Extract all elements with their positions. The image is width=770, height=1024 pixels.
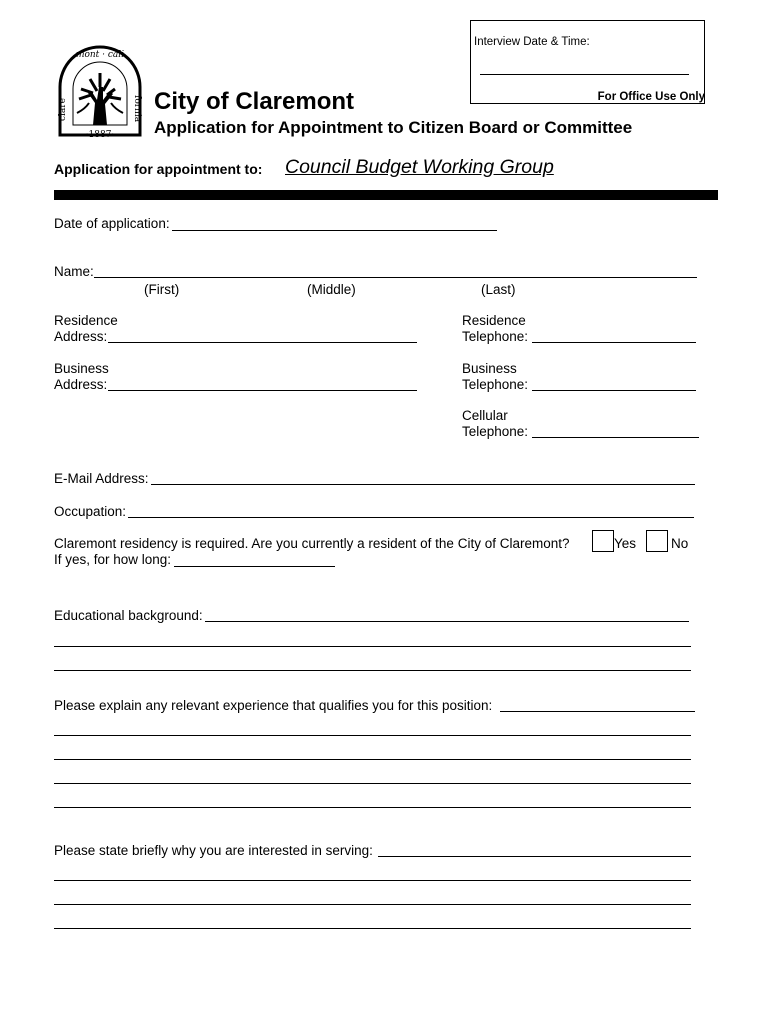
date-label: Date of application:: [54, 216, 170, 231]
experience-field-line-3[interactable]: [54, 759, 691, 760]
residence-address-label-1: Residence: [54, 313, 118, 328]
email-field[interactable]: [151, 484, 695, 485]
section-divider: [54, 190, 718, 200]
education-field-line-1[interactable]: [205, 621, 689, 622]
office-use-box: [470, 20, 705, 104]
city-title: City of Claremont: [154, 88, 355, 115]
residence-telephone-label-1: Residence: [462, 313, 526, 328]
appointment-value[interactable]: Council Budget Working Group: [285, 156, 554, 178]
office-use-label: For Office Use Only: [597, 91, 705, 103]
name-middle-caption: (Middle): [307, 282, 356, 297]
experience-field-line-2[interactable]: [54, 735, 691, 736]
cellular-telephone-label-1: Cellular: [462, 408, 508, 423]
form-subtitle: Application for Appointment to Citizen Board or Committee: [154, 118, 633, 137]
residence-address-field[interactable]: [108, 342, 417, 343]
interest-label: Please state briefly why you are interested in serving:: [54, 843, 373, 858]
interest-field-line-3[interactable]: [54, 904, 691, 905]
experience-label: Please explain any relevant experience that qualifies you for this position:: [54, 698, 493, 713]
business-telephone-label-2: Telephone:: [462, 377, 529, 392]
cellular-telephone-label-2: Telephone:: [462, 424, 529, 439]
interview-date-field[interactable]: [480, 74, 689, 75]
svg-text:mont · cali: mont · cali: [75, 50, 125, 60]
interest-field-line-2[interactable]: [54, 880, 691, 881]
education-field-line-2[interactable]: [54, 646, 691, 647]
city-seal-graphic: [55, 43, 145, 141]
yes-label: Yes: [614, 536, 637, 551]
name-field[interactable]: [94, 277, 697, 278]
yes-checkbox[interactable]: [592, 530, 614, 552]
svg-text:clare: clare: [58, 98, 68, 121]
svg-text:fornia: fornia: [132, 95, 142, 123]
experience-field-line-1[interactable]: [500, 711, 695, 712]
interest-field-line-1[interactable]: [378, 856, 691, 857]
business-telephone-field[interactable]: [532, 390, 696, 391]
interview-date-label: Interview Date & Time:: [474, 36, 590, 48]
education-field-line-3[interactable]: [54, 670, 691, 671]
business-address-field[interactable]: [108, 390, 417, 391]
svg-text:·1887·: ·1887·: [85, 130, 115, 140]
how-long-field[interactable]: [174, 566, 335, 567]
experience-field-line-4[interactable]: [54, 783, 691, 784]
how-long-label: If yes, for how long:: [54, 552, 172, 567]
appointment-label: Application for appointment to:: [54, 161, 263, 177]
experience-field-line-5[interactable]: [54, 807, 691, 808]
cellular-telephone-field[interactable]: [532, 437, 699, 438]
city-seal: [55, 43, 145, 141]
residence-telephone-label-2: Telephone:: [462, 329, 529, 344]
email-label: E-Mail Address:: [54, 471, 149, 486]
no-label: No: [671, 536, 689, 551]
name-last-caption: (Last): [481, 282, 516, 297]
education-label: Educational background:: [54, 608, 203, 623]
interest-field-line-4[interactable]: [54, 928, 691, 929]
residency-question: Claremont residency is required. Are you currently a resident of the City of Claremont?: [54, 536, 570, 551]
name-first-caption: (First): [144, 282, 180, 297]
name-label: Name:: [54, 264, 94, 279]
occupation-label: Occupation:: [54, 504, 127, 519]
residence-address-label-2: Address:: [54, 329, 108, 344]
date-field[interactable]: [172, 230, 497, 231]
occupation-field[interactable]: [128, 517, 694, 518]
no-checkbox[interactable]: [646, 530, 668, 552]
business-address-label-1: Business: [54, 361, 109, 376]
residence-telephone-field[interactable]: [532, 342, 696, 343]
business-address-label-2: Address:: [54, 377, 108, 392]
business-telephone-label-1: Business: [462, 361, 517, 376]
